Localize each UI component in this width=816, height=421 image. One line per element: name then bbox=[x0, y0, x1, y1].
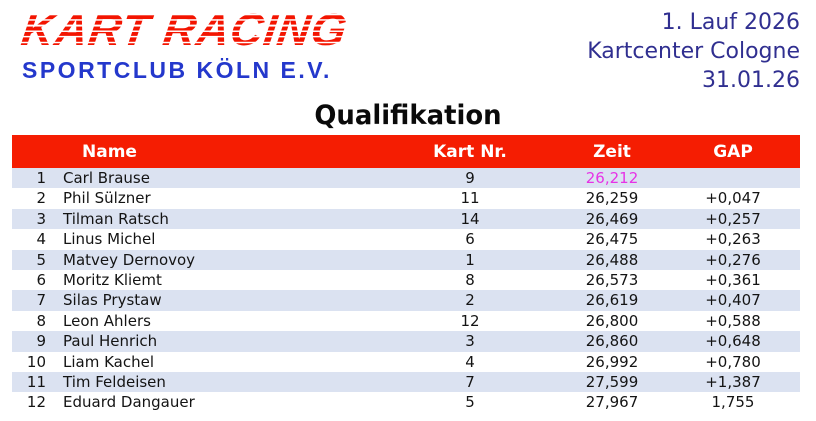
driver-name-cell: Carl Brause bbox=[63, 169, 150, 187]
table-row bbox=[12, 392, 800, 412]
kart-number-cell: 4 bbox=[465, 352, 475, 371]
lap-time-cell: 26,469 bbox=[585, 209, 639, 228]
lap-time-cell: 26,860 bbox=[585, 332, 639, 351]
kart-number-cell: 14 bbox=[460, 209, 480, 228]
table-body bbox=[12, 168, 800, 413]
driver-name-cell: Leon Ahlers bbox=[63, 311, 151, 330]
gap-cell: +0,588 bbox=[705, 311, 761, 330]
kart-number-cell: 2 bbox=[465, 291, 475, 310]
gap-cell: +1,387 bbox=[705, 373, 761, 392]
gap-cell: +0,276 bbox=[705, 250, 761, 269]
driver-name-cell: Tilman Ratsch bbox=[63, 209, 169, 228]
position-cell: 4 bbox=[36, 230, 46, 249]
table-row bbox=[12, 352, 800, 372]
position-cell: 7 bbox=[36, 291, 46, 310]
lap-time-cell: 26,259 bbox=[585, 189, 639, 208]
position-cell: 3 bbox=[36, 209, 46, 228]
qualification-table bbox=[12, 135, 800, 413]
kart-number-cell: 7 bbox=[465, 373, 475, 392]
lap-time-cell: 26,488 bbox=[585, 250, 639, 269]
table-row bbox=[12, 188, 800, 208]
lap-time-cell: 26,992 bbox=[585, 352, 639, 371]
page-title: Qualifikation bbox=[314, 100, 502, 131]
gap-cell: +0,257 bbox=[705, 209, 761, 228]
kart-number-cell: 12 bbox=[460, 311, 480, 330]
table-row bbox=[12, 229, 800, 249]
lap-time-cell: 26,800 bbox=[585, 311, 639, 330]
gap-cell: 1,755 bbox=[711, 393, 755, 412]
position-cell: 5 bbox=[36, 250, 46, 269]
position-cell: 9 bbox=[36, 332, 46, 351]
gap-cell: +0,648 bbox=[705, 332, 761, 351]
position-cell: 8 bbox=[36, 311, 46, 330]
table-row bbox=[12, 372, 800, 392]
driver-name-cell: Liam Kachel bbox=[63, 352, 155, 371]
kart-number-cell: 8 bbox=[465, 271, 475, 290]
kart-number-cell: 9 bbox=[465, 169, 475, 187]
driver-name-cell: Matvey Dernovoy bbox=[63, 250, 196, 269]
lap-time-cell: 26,619 bbox=[585, 291, 639, 310]
gap-cell: +0,407 bbox=[705, 291, 761, 310]
table-row bbox=[12, 290, 800, 310]
driver-name-cell: Paul Henrich bbox=[63, 332, 158, 351]
event-info bbox=[587, 8, 800, 95]
header-zeit: Zeit bbox=[558, 135, 666, 168]
kart-number-cell: 11 bbox=[460, 189, 480, 208]
driver-name-cell: Phil Sülzner bbox=[63, 189, 151, 208]
table-row bbox=[12, 209, 800, 229]
driver-name-cell: Moritz Kliemt bbox=[63, 271, 162, 290]
lap-time-cell: 27,599 bbox=[585, 373, 639, 392]
position-cell: 10 bbox=[26, 352, 46, 371]
kart-number-cell: 6 bbox=[465, 230, 475, 249]
header-name: Name bbox=[46, 135, 382, 168]
position-cell: 12 bbox=[26, 393, 46, 412]
table-row bbox=[12, 311, 800, 331]
gap-cell bbox=[666, 168, 800, 188]
position-cell: 2 bbox=[36, 189, 46, 208]
gap-cell: +0,263 bbox=[705, 230, 761, 249]
logo-kart-racing-text: KART RACING bbox=[18, 4, 351, 55]
gap-cell: +0,047 bbox=[705, 189, 761, 208]
event-date: 31.01.26 bbox=[702, 68, 800, 93]
event-venue: Kartcenter Cologne bbox=[587, 39, 800, 64]
kart-number-cell: 1 bbox=[465, 250, 475, 269]
position-cell: 1 bbox=[36, 169, 46, 187]
gap-cell: +0,780 bbox=[705, 352, 761, 371]
event-race-name: 1. Lauf 2026 bbox=[661, 10, 800, 35]
lap-time-cell: 26,212 bbox=[585, 169, 639, 187]
lap-time-cell: 26,475 bbox=[585, 230, 639, 249]
header-kart-nr: Kart Nr. bbox=[382, 135, 558, 168]
logo-sportclub-text: SPORTCLUB KÖLN E.V. bbox=[22, 57, 332, 83]
header-position-spacer bbox=[12, 135, 46, 168]
table-row bbox=[12, 168, 800, 188]
gap-cell: +0,361 bbox=[705, 271, 761, 290]
lap-time-cell: 27,967 bbox=[585, 393, 639, 412]
table-row bbox=[12, 250, 800, 270]
kart-number-cell: 5 bbox=[465, 393, 475, 412]
lap-time-cell: 26,573 bbox=[585, 271, 639, 290]
table-row bbox=[12, 270, 800, 290]
driver-name-cell: Silas Prystaw bbox=[63, 291, 162, 310]
position-cell: 11 bbox=[26, 373, 46, 392]
club-logo bbox=[18, 4, 351, 84]
table-header-row bbox=[12, 135, 800, 168]
header-gap: GAP bbox=[666, 135, 800, 168]
driver-name-cell: Tim Feldeisen bbox=[63, 373, 166, 392]
driver-name-cell: Eduard Dangauer bbox=[63, 393, 195, 412]
driver-name-cell: Linus Michel bbox=[63, 230, 156, 249]
position-cell: 6 bbox=[36, 271, 46, 290]
table-row bbox=[12, 331, 800, 351]
kart-number-cell: 3 bbox=[465, 332, 475, 351]
